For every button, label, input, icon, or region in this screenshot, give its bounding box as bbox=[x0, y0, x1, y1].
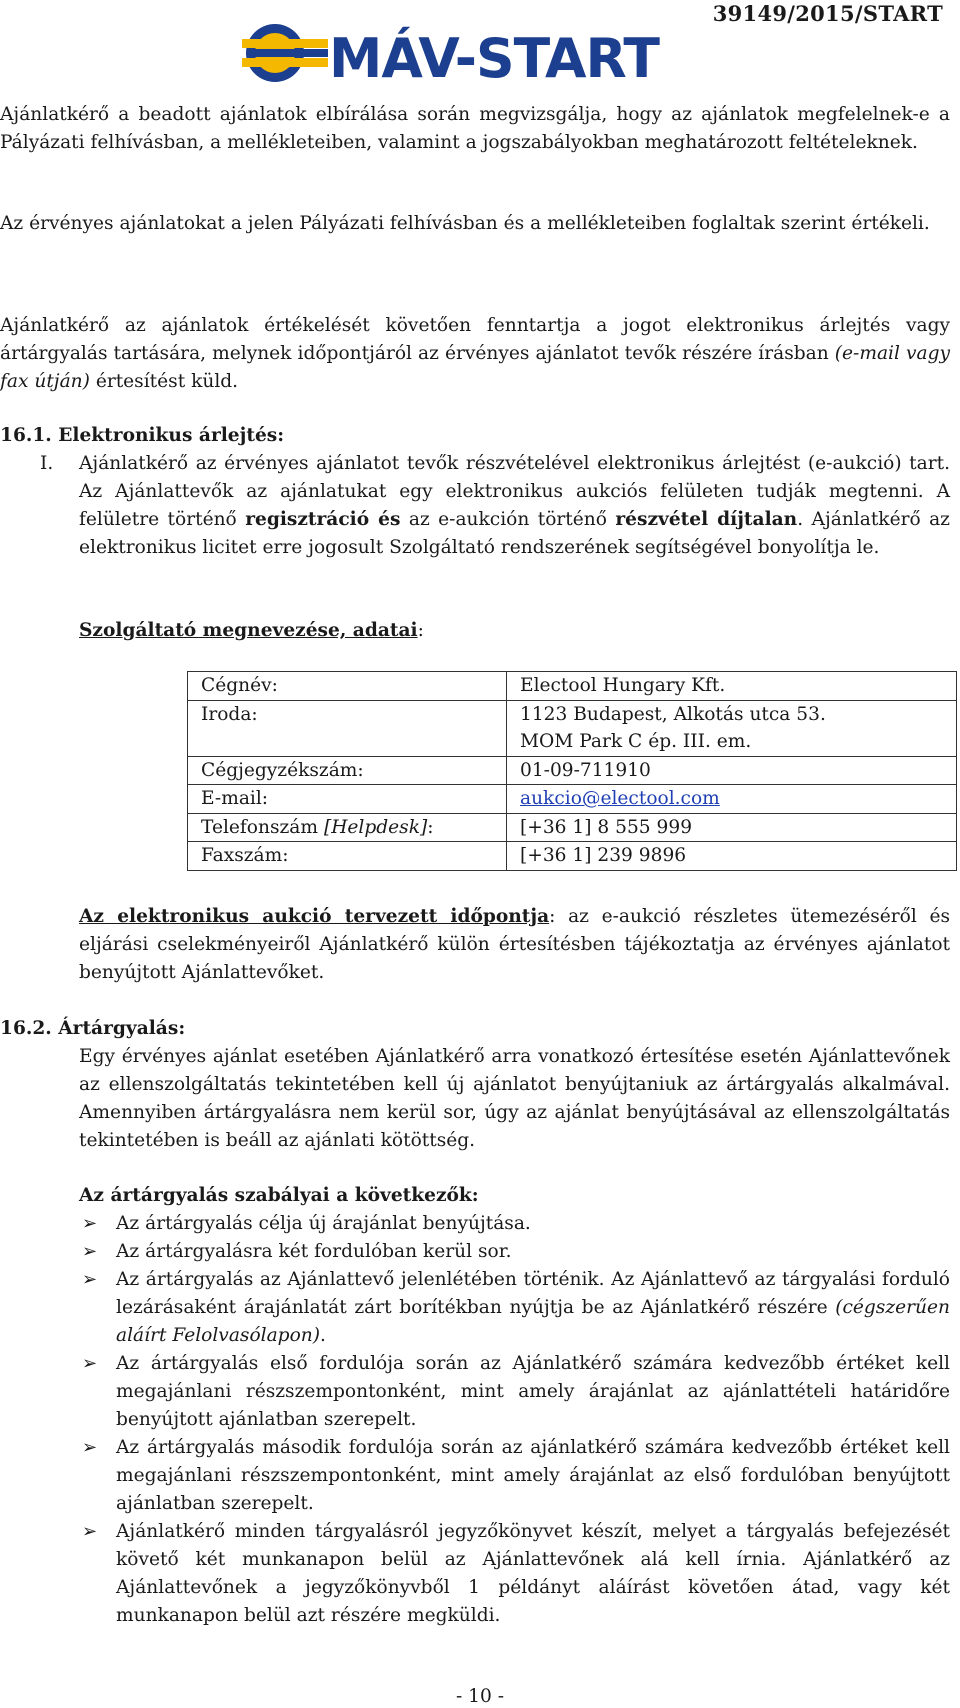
bullet-arrow-icon: ➢ bbox=[82, 1269, 98, 1290]
auction-schedule-paragraph: Az elektronikus aukció tervezett időpontja: az e-aukció részletes ütemezéséről és eljárási cselekményeiről Ajánlatkérő külön értesítésben tájékoztatja az érvényes ajánlatot benyújtott Ajánlattevőket. bbox=[79, 906, 950, 983]
list-item: Az ártárgyalásra két fordulóban kerül sor. bbox=[116, 1241, 512, 1262]
table-row bbox=[188, 756, 957, 785]
table-row bbox=[188, 842, 957, 871]
registration-label: Cégjegyzékszám: bbox=[188, 756, 507, 785]
bullet-arrow-icon: ➢ bbox=[82, 1241, 98, 1262]
document-id: 39149/2015/START bbox=[712, 1, 943, 26]
section-16-1-heading: 16.1. Elektronikus árlejtés: bbox=[0, 425, 285, 446]
mav-start-logo bbox=[242, 22, 662, 89]
registration-value: 01-09-711910 bbox=[507, 756, 957, 785]
company-label: Cégnév: bbox=[188, 672, 507, 701]
table-row bbox=[188, 785, 957, 814]
logo-icon bbox=[242, 22, 662, 84]
roman-numeral: I. bbox=[40, 453, 54, 474]
table-row bbox=[188, 672, 957, 701]
rules-heading: Az ártárgyalás szabályai a következők: bbox=[79, 1185, 479, 1206]
company-value: Electool Hungary Kft. bbox=[507, 672, 957, 701]
phone-label: Telefonszám [Helpdesk]: bbox=[188, 813, 507, 842]
bullet-arrow-icon: ➢ bbox=[82, 1353, 98, 1374]
page-number: - 10 - bbox=[455, 1686, 505, 1707]
svg-text:MÁV-START: MÁV-START bbox=[329, 27, 661, 84]
fax-label: Faxszám: bbox=[188, 842, 507, 871]
negotiation-paragraph: Egy érvényes ajánlat esetében Ajánlatkérő arra vonatkozó értesítése esetén Ajánlattevőnek az ellenszolgáltatás tekintetében kell új ajánlatot benyújtaniuk az ártárgyalás alkalmával. Amennyiben ártárgyalásra nem kerül sor, úgy az ajánlat benyújtásával az ellenszolgáltatás tekintetében is beáll az ajánlati kötöttség. bbox=[79, 1046, 950, 1151]
email-link[interactable]: aukcio@electool.com bbox=[520, 788, 720, 809]
provider-table bbox=[187, 671, 957, 871]
table-row bbox=[188, 700, 957, 756]
list-item: Ajánlatkérő minden tárgyalásról jegyzőkönyvet készít, melyet a tárgyalás befejezését követő két munkanapon belül az Ajánlattevőnek alá kell írnia. Ajánlatkérő az Ajánlattevőnek a jegyzőkönyvből 1 példányt aláírást követően átad, vagy két munkanapon belül azt részére megküldi. bbox=[116, 1521, 950, 1626]
intro-paragraph-2: Az érvényes ajánlatokat a jelen Pályázati felhívásban és a mellékleteiben foglaltak szerint értékeli. bbox=[0, 213, 930, 234]
intro-paragraph-1: Ajánlatkérő a beadott ajánlatok elbírálása során megvizsgálja, hogy az ajánlatok megfelelnek-e a Pályázati felhívásban, a mellékleteiben, valamint a jogszabályokban meghatározott feltételeknek. bbox=[0, 104, 950, 153]
list-item: Az ártárgyalás az Ajánlattevő jelenlétében történik. Az Ajánlattevő az tárgyalási forduló lezárásaként árajánlatát zárt borítékban nyújtja be az Ajánlatkérő részére (cégszerűen aláírt Felolvasólapon). bbox=[116, 1269, 950, 1346]
list-item: Az ártárgyalás célja új árajánlat benyújtása. bbox=[116, 1213, 531, 1234]
auction-paragraph: Ajánlatkérő az érvényes ajánlatot tevők részvételével elektronikus árlejtést (e-aukció) tart. Az Ajánlattevők az ajánlatukat egy elektronikus aukciós felületen tudják megtenni. A felületre történő regisztráció és az e-aukción történő részvétel díjtalan. Ajánlatkérő az elektronikus licitet erre jogosult Szolgáltató rendszerének segítségével bonyolítja le. bbox=[79, 453, 950, 558]
fax-value: [+36 1] 239 9896 bbox=[507, 842, 957, 871]
office-label: Iroda: bbox=[188, 700, 507, 756]
section-16-2-heading: 16.2. Ártárgyalás: bbox=[0, 1018, 186, 1039]
intro-paragraph-3: Ajánlatkérő az ajánlatok értékelését követően fenntartja a jogot elektronikus árlejtés vagy ártárgyalás tartására, melynek időpontjáról az érvényes ajánlatot tevők részére írásban (e-mail vagy fax útján) értesítést küld. bbox=[0, 315, 950, 392]
list-item: Az ártárgyalás második fordulója során az ajánlatkérő számára kedvezőbb értéket kell megajánlani részszempontonként, mint amely árajánlat az első fordulóban benyújtott ajánlatban szerepelt. bbox=[116, 1437, 950, 1514]
list-item: Az ártárgyalás első fordulója során az Ajánlatkérő számára kedvezőbb értéket kell megajánlani részszempontonként, mint amely árajánlat az ajánlattételi határidőre benyújtott ajánlatban szerepelt. bbox=[116, 1353, 950, 1430]
office-value: 1123 Budapest, Alkotás utca 53. MOM Park C ép. III. em. bbox=[507, 700, 957, 756]
bullet-arrow-icon: ➢ bbox=[82, 1213, 98, 1234]
table-row bbox=[188, 813, 957, 842]
bullet-arrow-icon: ➢ bbox=[82, 1521, 98, 1542]
phone-value: [+36 1] 8 555 999 bbox=[507, 813, 957, 842]
email-value bbox=[507, 785, 957, 814]
email-label: E-mail: bbox=[188, 785, 507, 814]
bullet-arrow-icon: ➢ bbox=[82, 1437, 98, 1458]
provider-heading: Szolgáltató megnevezése, adatai: bbox=[79, 620, 424, 641]
